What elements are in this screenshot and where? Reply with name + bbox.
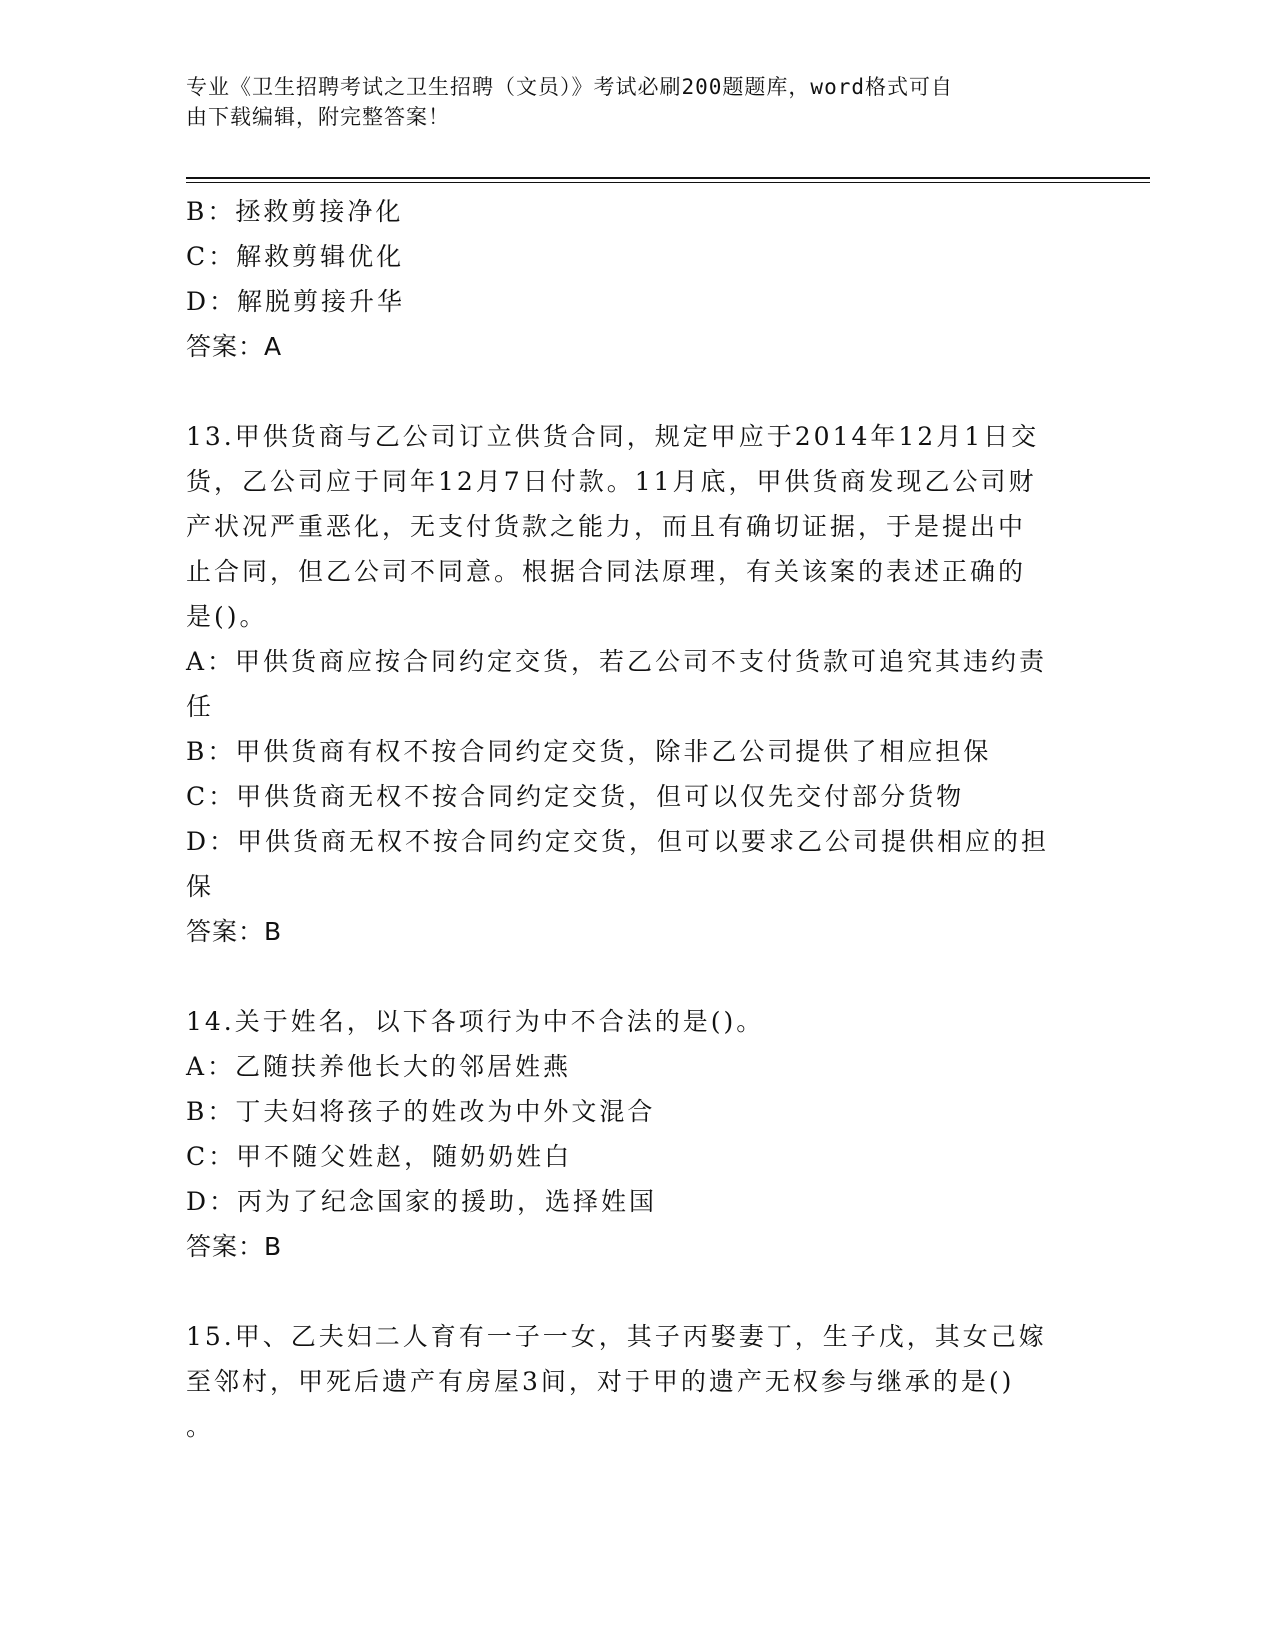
- q15-stem-line: 。: [186, 1412, 215, 1441]
- option-d: D：解脱剪接升华: [186, 287, 406, 316]
- q14-stem: 14.关于姓名，以下各项行为中不合法的是()。: [186, 1007, 765, 1036]
- q14-option-a: A：乙随扶养他长大的邻居姓燕: [186, 1052, 572, 1081]
- q14-option-b: B：丁夫妇将孩子的姓改为中外文混合: [186, 1097, 656, 1126]
- q14-option-d: D：丙为了纪念国家的援助，选择姓国: [186, 1187, 658, 1216]
- spacer: [186, 954, 1066, 999]
- q13-option-a-cont: 任: [186, 692, 215, 721]
- q14-answer: 答案：B: [186, 1232, 283, 1261]
- q15-stem-line: 至邻村，甲死后遗产有房屋3间，对于甲的遗产无权参与继承的是(): [186, 1367, 1015, 1396]
- header-rule-thin: [186, 182, 1150, 183]
- q13-option-d-cont: 保: [186, 872, 215, 901]
- q13-stem-line: 产状况严重恶化，无支付货款之能力，而且有确切证据，于是提出中: [186, 512, 1027, 541]
- header-rule-thick: [186, 177, 1150, 179]
- q15-stem-line: 15.甲、乙夫妇二人育有一子一女，其子丙娶妻丁，生子戊，其女己嫁: [186, 1322, 1047, 1351]
- document-body: [186, 189, 1066, 1449]
- q13-option-a: A：甲供货商应按合同约定交货，若乙公司不支付货款可追究其违约责: [186, 647, 1048, 676]
- header-line-2: 由下载编辑，附完整答案！: [186, 105, 450, 129]
- q14-option-c: C：甲不随父姓赵，随奶奶姓白: [186, 1142, 573, 1171]
- page-header: [186, 72, 1086, 132]
- option-b: B：拯救剪接净化: [186, 197, 404, 226]
- q13-stem-line: 13.甲供货商与乙公司订立供货合同，规定甲应于2014年12月1日交: [186, 422, 1040, 451]
- q13-stem-line: 止合同，但乙公司不同意。根据合同法原理，有关该案的表述正确的: [186, 557, 1027, 586]
- option-c: C：解救剪辑优化: [186, 242, 405, 271]
- q13-stem-line: 货，乙公司应于同年12月7日付款。11月底，甲供货商发现乙公司财: [186, 467, 1037, 496]
- q13-option-d: D：甲供货商无权不按合同约定交货，但可以要求乙公司提供相应的担: [186, 827, 1050, 856]
- spacer: [186, 369, 1066, 414]
- header-line-1: 专业《卫生招聘考试之卫生招聘（文员）》考试必刷200题题库，word格式可自: [186, 75, 953, 99]
- answer-line: 答案：A: [186, 332, 283, 361]
- q13-stem-line: 是()。: [186, 602, 268, 631]
- q13-answer: 答案：B: [186, 917, 283, 946]
- q13-option-b: B：甲供货商有权不按合同约定交货，除非乙公司提供了相应担保: [186, 737, 992, 766]
- spacer: [186, 1269, 1066, 1314]
- q13-option-c: C：甲供货商无权不按合同约定交货，但可以仅先交付部分货物: [186, 782, 965, 811]
